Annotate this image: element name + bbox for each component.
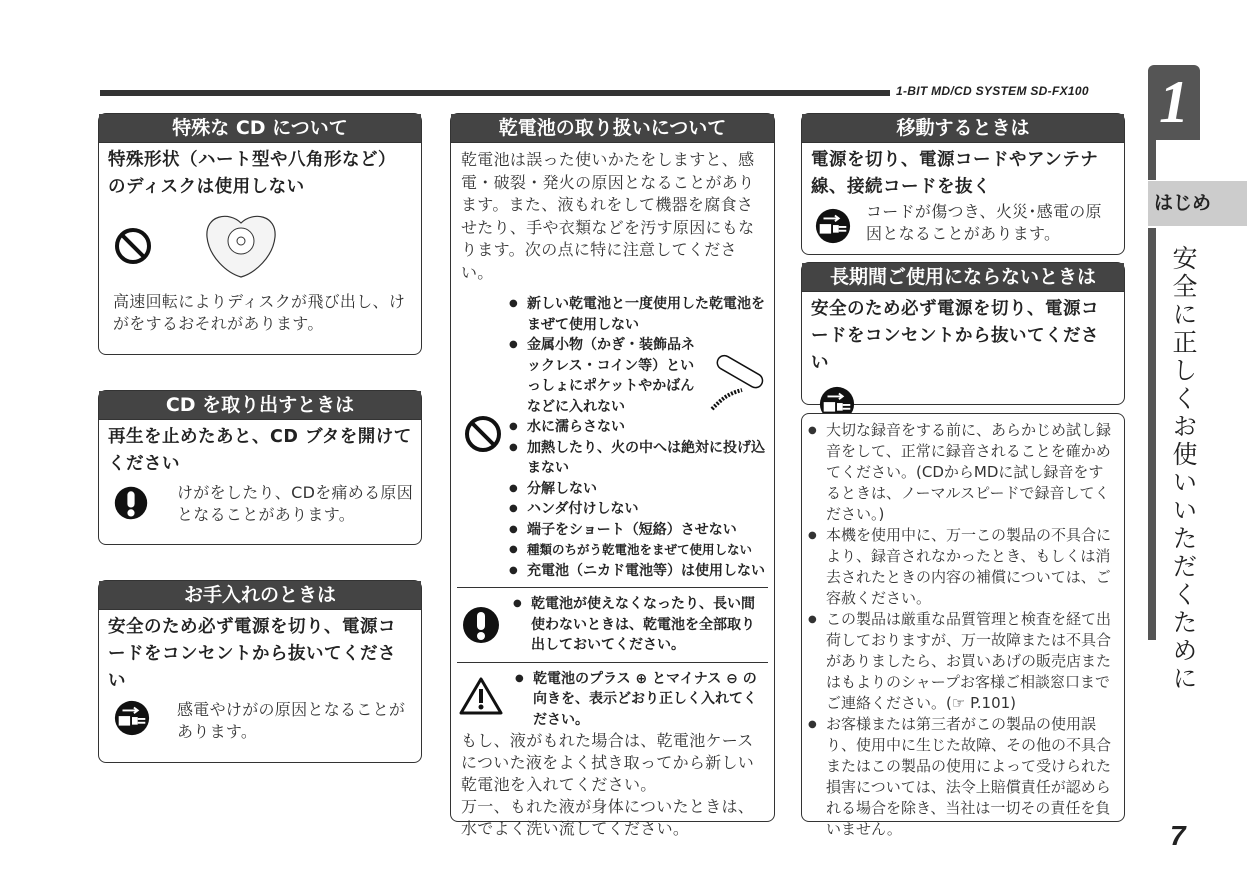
exclamation-icon [113, 482, 149, 524]
list-item: ● 本機を使用中に、万一この製品の不具合により、録音されなかったとき、もしくは消去されたときの内容の補償については、ご容赦ください。 [806, 525, 1118, 609]
section-lead: 電源を切り、電源コードやアンテナ線、接続コードを抜く [811, 150, 1099, 197]
unplug-icon [113, 699, 151, 737]
list-item: ● お客様または第三者がこの製品の使用誤り、使用中に生じた故障、その他の不具合またはこの製品の使用によって受けられた損害については、法令上賠償責任が認められる場合を除き、当社は一切その責任を負いません。 [806, 714, 1118, 840]
warning-icon [459, 675, 503, 717]
section-note: コードが傷つき、火災･感電の原因となることがあります。 [866, 202, 1102, 243]
battery-handling-section [450, 113, 775, 838]
special-cd-section [98, 113, 422, 355]
section-lead: 安全のため必ず電源を切り、電源コードをコンセントから抜いてください [108, 617, 396, 691]
remove-cd-section [98, 390, 422, 545]
section-note: 高速回転によりディスクが飛び出し、けがをするおそれがあります。 [113, 292, 406, 333]
list-item: ● 大切な録音をする前に、あらかじめ試し録音をして、正常に録音されることを確かめてください。(CDからMDに試し録音をするときは、ノーマルスピードで録音してください。) [806, 420, 1118, 525]
leak-note: もし、液がもれた場合は、乾電池ケースについた液をよく拭き取ってから新しい乾電池を入れてください。 [461, 731, 755, 794]
list-item: ● 加熱したり、火の中へは絶対に投げ込まない [507, 438, 767, 479]
list-item: ● 新しい乾電池と一度使用した乾電池をまぜて使用しない [507, 294, 767, 335]
section-title: 長期間ご使用にならないときは [802, 263, 1124, 292]
section-lead: 再生を止めたあと、CD ブタを開けてください [108, 427, 412, 474]
section-note: 感電やけがの原因となることがあります。 [177, 700, 406, 741]
page-number: 7 [1170, 820, 1186, 851]
notes-list [806, 420, 1118, 840]
section-title: 乾電池の取り扱いについて [451, 114, 774, 143]
section-title: お手入れのときは [99, 581, 421, 610]
list-item: ● この製品は厳重な品質管理と検査を経て出荷しておりますが、万一故障または不具合がありましたら、お買いあげの販売店またはもよりのシャープお客様ご相談窓口までご連絡ください。(☞ P.101) [806, 609, 1118, 714]
section-lead: 特殊形状（ハート型や八角形など）のディスクは使用しない [108, 150, 396, 197]
battery-intro: 乾電池は誤った使いかたをしますと、感電・破裂・発火の原因となることがあります。また、液もれをして機器を腐食させたり、手や衣類などを汚す原因にもなります。次の点に特に注意してください。 [461, 150, 755, 282]
exclamation-icon [461, 602, 501, 648]
section-title: CD を取り出すときは [99, 391, 421, 420]
list-item: ● 分解しない [507, 479, 767, 500]
battery-keys-illustration [702, 354, 772, 414]
chapter-number: 1 [1148, 65, 1200, 140]
caution-item: ● 乾電池のプラス ⊕ とマイナス ⊖ の向きを、表示どおり正しく入れてください。 [513, 669, 768, 731]
section-title: 移動するときは [802, 114, 1124, 143]
model-name: 1-BIT MD/CD SYSTEM SD-FX100 [896, 84, 1089, 98]
list-item: ● ハンダ付けしない [507, 499, 767, 520]
list-item: ● 充電池（ニカド電池等）は使用しない [507, 561, 767, 582]
long-unused-section [801, 262, 1125, 405]
leak-note-2: 万一、もれた液が身体についたときは、水でよく洗い流してください。 [461, 797, 755, 838]
list-item: ● 金属小物（かぎ・装飾品ネックレス・コイン等）といっしょにポケットやかばんなどに入れない [507, 335, 767, 417]
header-rule [100, 90, 890, 96]
section-title-vertical: 安全に正しくお使いいただくために [1169, 245, 1198, 693]
list-item: ● 水に濡らさない [507, 417, 767, 438]
moving-section [801, 113, 1125, 255]
chapter-bar [1148, 140, 1156, 180]
prohibited-icon [463, 414, 503, 454]
mandatory-item: ● 乾電池が使えなくなったり、長い間使わないときは、乾電池を全部取り出しておいてください。 [511, 594, 768, 656]
section-lead: 安全のため必ず電源を切り、電源コードをコンセントから抜いてください [811, 299, 1099, 373]
list-item: ● 種類のちがう乾電池をまぜて使用しない [507, 540, 767, 561]
heart-shaped-cd-illustration [203, 213, 279, 279]
prohibited-list [507, 294, 767, 581]
section-note: けがをしたり、CDを痛める原因となることがあります。 [177, 483, 413, 524]
care-section [98, 580, 422, 763]
section-title: 特殊な CD について [99, 114, 421, 143]
chapter-bar [1148, 228, 1156, 640]
list-item: ● 端子をショート（短絡）させない [507, 520, 767, 541]
notes-section [801, 413, 1125, 838]
unplug-icon [814, 207, 852, 245]
chapter-tab: はじめ [1148, 181, 1247, 226]
prohibited-icon [113, 226, 153, 266]
